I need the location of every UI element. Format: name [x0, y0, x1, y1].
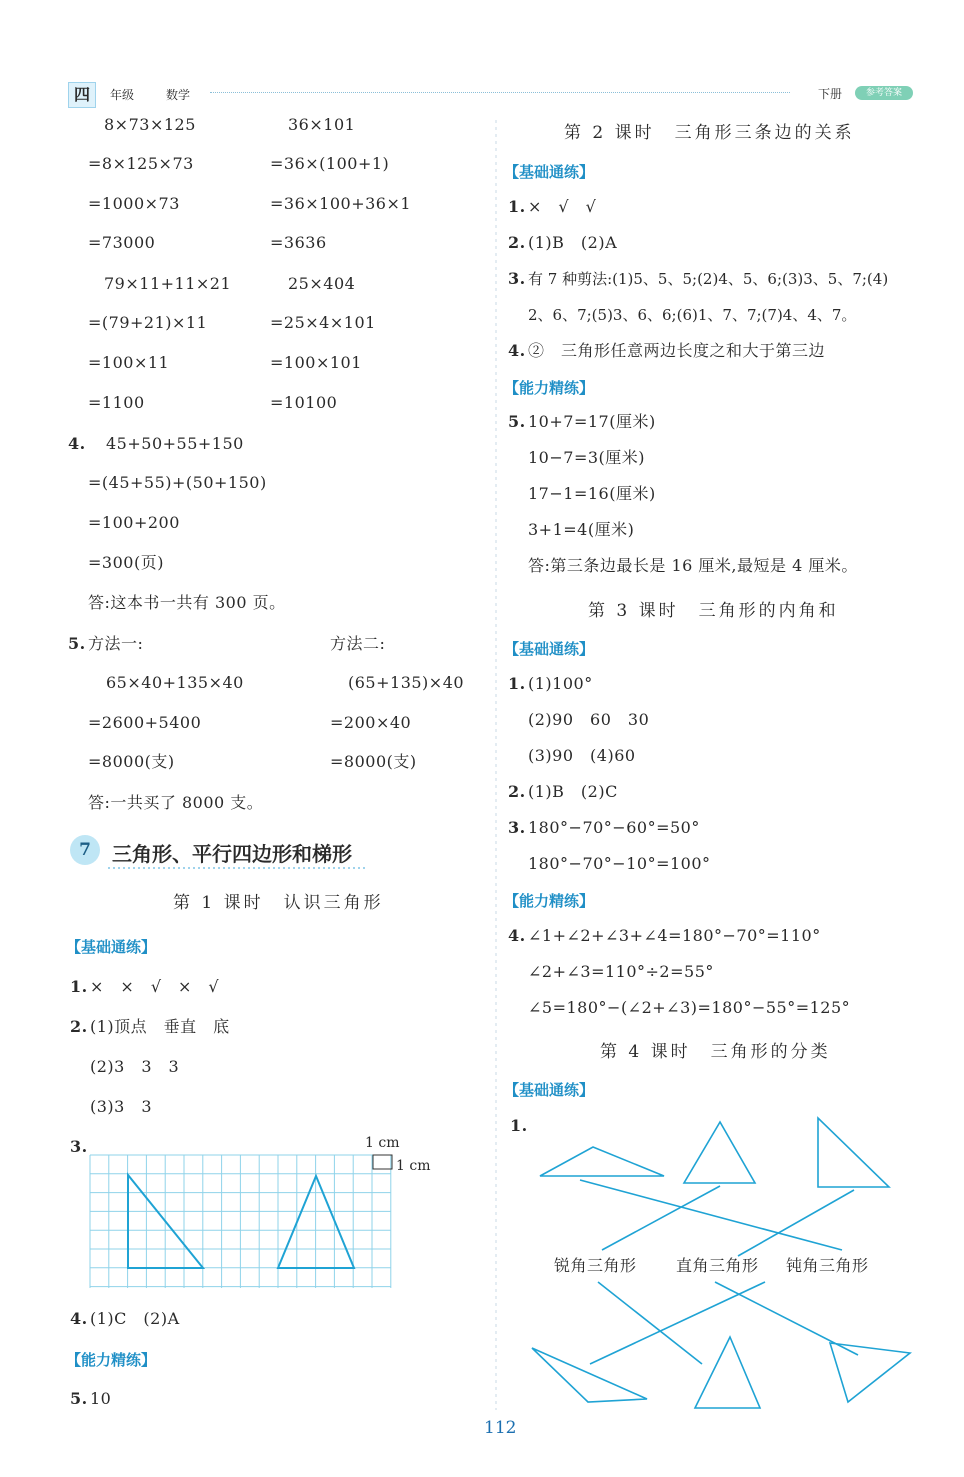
calc-line: =36×100+36×1	[270, 194, 412, 213]
obtuse-triangle-bottom-right	[830, 1343, 910, 1402]
calc-line: =100×11	[88, 353, 170, 372]
calc-line: 65×40+135×40	[106, 673, 244, 692]
answer-line: 180°−70°−60°=50°	[528, 818, 700, 837]
question-number: 2.	[508, 233, 526, 252]
answer-line: 10	[90, 1389, 112, 1408]
answer-line: 有 7 种剪法:(1)5、5、5;(2)4、5、6;(3)3、5、7;(4)	[528, 270, 889, 288]
calc-line: =1100	[88, 393, 145, 412]
question-number: 3.	[508, 818, 526, 837]
match-line	[602, 1186, 720, 1250]
match-line	[598, 1282, 702, 1364]
calc-line: =73000	[88, 233, 156, 252]
calc-line: 79×11+11×21	[104, 274, 232, 293]
answer-line: 10−7=3(厘米)	[528, 448, 646, 467]
question-number: 3.	[70, 1137, 88, 1156]
question-number: 1.	[508, 197, 526, 216]
answer-line: (1)C (2)A	[90, 1309, 180, 1328]
calc-line: =8×125×73	[88, 154, 194, 173]
section-label: 【能力精练】	[504, 892, 595, 910]
calc-line: =100×101	[270, 353, 362, 372]
calc-line: =100+200	[88, 513, 180, 532]
match-line	[715, 1282, 858, 1355]
calc-line: =36×(100+1)	[270, 154, 390, 173]
answer-line: (1)100°	[528, 674, 593, 693]
category-label: 钝角三角形	[786, 1256, 869, 1275]
category-label: 锐角三角形	[554, 1256, 637, 1275]
answer-line: 答:一共买了 8000 支。	[88, 793, 264, 812]
volume-label: 下册	[818, 87, 843, 101]
answer-line: 3+1=4(厘米)	[528, 520, 635, 539]
calc-line: =10100	[270, 393, 338, 412]
answer-line: (2)3 3 3	[90, 1057, 180, 1076]
scale-label-horizontal: 1 cm	[365, 1135, 400, 1151]
question-number: 2.	[508, 782, 526, 801]
answer-line: × × √ × √	[90, 977, 220, 996]
calc-line: =1000×73	[88, 194, 180, 213]
answer-line: (1)顶点 垂直 底	[90, 1017, 230, 1036]
answer-line: (1)B (2)A	[528, 233, 618, 252]
calc-line: =8000(支)	[330, 752, 417, 771]
answer-line: ∠2+∠3=110°÷2=55°	[528, 962, 714, 981]
calc-line: =8000(支)	[88, 752, 175, 771]
calc-line: =25×4×101	[270, 313, 376, 332]
answer-line: 2、6、7;(5)3、6、6;(6)1、7、7;(7)4、4、7。	[528, 306, 857, 324]
calc-line: (65+135)×40	[348, 673, 465, 692]
answer-line: (2)90 60 30	[528, 710, 650, 729]
method-label: 方法一:	[88, 634, 144, 653]
triangle-grid	[90, 1155, 392, 1289]
lesson-title: 第 1 课时 认识三角形	[173, 893, 384, 913]
answer-line: (3)3 3	[90, 1097, 153, 1116]
calc-line: =200×40	[330, 713, 412, 732]
question-number: 2.	[70, 1017, 88, 1036]
question-number: 1.	[70, 977, 88, 996]
question-number: 4.	[508, 341, 526, 360]
calc-line: =3636	[270, 233, 327, 252]
calc-line: =(45+55)+(50+150)	[88, 473, 267, 492]
chapter-number: 7	[70, 835, 100, 865]
calc-line: =300(页)	[88, 553, 164, 572]
question-number: 1.	[508, 674, 526, 693]
section-label: 【能力精练】	[504, 379, 595, 397]
column-divider	[494, 120, 498, 1410]
subject-label: 数学	[166, 88, 191, 102]
chapter-underline	[108, 866, 368, 870]
answer-line: 答:第三条边最长是 16 厘米,最短是 4 厘米。	[528, 556, 858, 575]
question-number: 4.	[508, 926, 526, 945]
scale-label-vertical: 1 cm	[396, 1158, 431, 1174]
answer-line: ∠1+∠2+∠3+∠4=180°−70°=110°	[528, 926, 821, 945]
calc-line: 45+50+55+150	[106, 434, 244, 453]
match-line	[738, 1190, 854, 1256]
question-number: 4.	[70, 1309, 88, 1328]
lesson-title: 第 3 课时 三角形的内角和	[588, 601, 839, 621]
right-triangle-top-right	[818, 1118, 889, 1187]
question-number: 3.	[508, 269, 526, 288]
question-number: 5.	[68, 634, 86, 653]
header-divider	[210, 92, 790, 93]
answer-line: (3)90 (4)60	[528, 746, 636, 765]
calc-line: =2600+5400	[88, 713, 202, 732]
section-label: 【能力精练】	[66, 1351, 157, 1369]
answer-line: 10+7=17(厘米)	[528, 412, 656, 431]
question-number: 5.	[508, 412, 526, 431]
acute-triangle-bottom-middle	[695, 1337, 760, 1408]
obtuse-triangle-top-left	[540, 1147, 664, 1176]
answer-badge: 参考答案	[855, 86, 913, 100]
question-number: 1.	[510, 1116, 528, 1135]
section-label: 【基础通练】	[66, 938, 157, 956]
lesson-title: 第 4 课时 三角形的分类	[600, 1042, 831, 1062]
section-label: 【基础通练】	[504, 1081, 595, 1099]
lesson-title: 第 2 课时 三角形三条边的关系	[564, 123, 855, 143]
calc-line: 36×101	[288, 115, 356, 134]
right-triangle-bottom-left	[532, 1348, 647, 1402]
calc-line: =(79+21)×11	[88, 313, 208, 332]
answer-line: 180°−70°−10°=100°	[528, 854, 711, 873]
method-label: 方法二:	[330, 634, 386, 653]
answer-line: ② 三角形任意两边长度之和大于第三边	[528, 341, 826, 360]
answer-line: (1)B (2)C	[528, 782, 618, 801]
category-label: 直角三角形	[676, 1256, 759, 1275]
answer-line: ∠5=180°−(∠2+∠3)=180°−55°=125°	[528, 998, 851, 1017]
question-number: 4.	[68, 434, 86, 453]
section-label: 【基础通练】	[504, 640, 595, 658]
grade-label: 年级	[110, 88, 135, 102]
acute-triangle-top-middle	[684, 1122, 755, 1183]
chapter-title: 三角形、平行四边形和梯形	[112, 842, 352, 866]
answer-line: 答:这本书一共有 300 页。	[88, 593, 286, 612]
section-label: 【基础通练】	[504, 163, 595, 181]
grade-badge: 四	[68, 82, 96, 108]
calc-line: 8×73×125	[104, 115, 196, 134]
question-number: 5.	[70, 1389, 88, 1408]
answer-line: × √ √	[528, 197, 597, 216]
calc-line: 25×404	[288, 274, 356, 293]
answer-line: 17−1=16(厘米)	[528, 484, 656, 503]
page-number: 112	[484, 1418, 517, 1438]
